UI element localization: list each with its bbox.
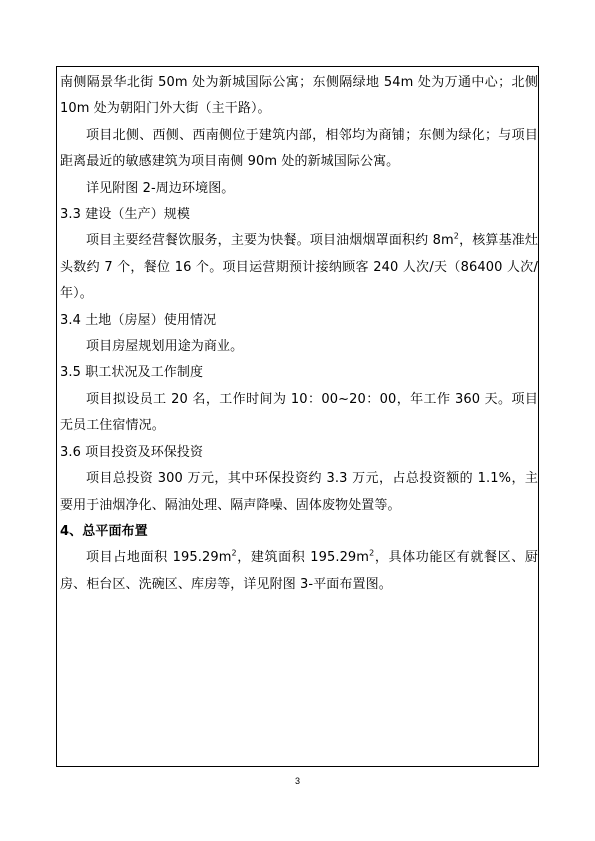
layout-text-c: ，具体功能区有就餐区、厨房、柜台区、洗碗区、库房等，详见附图 3-平面布置图。 — [60, 550, 538, 592]
scale-superscript: 2 — [453, 232, 459, 242]
section-heading-3-6: 3.6 项目投资及环保投资 — [60, 444, 204, 460]
staff-paragraph: 项目拟设员工 20 名，工作时间为 10：00~20：00，年工作 360 天。项目无员工住宿情况。 — [60, 391, 538, 434]
layout-superscript-2: 2 — [369, 548, 375, 558]
adjacency-paragraph: 项目北侧、西侧、西南侧位于建筑内部，相邻均为商铺；东侧为绿化；与项目距离最近的敏感建筑为项目南侧 90m 处的新城国际公寓。 — [60, 127, 538, 170]
section-heading-3-5: 3.5 职工状况及工作制度 — [60, 365, 204, 381]
document-body — [60, 70, 538, 598]
scale-paragraph — [60, 228, 538, 307]
layout-text-a: 项目占地面积 195.29m — [86, 550, 232, 566]
layout-paragraph — [60, 545, 538, 598]
investment-paragraph: 项目总投资 300 万元，其中环保投资约 3.3 万元，占总投资额的 1.1%，主要用于油烟净化、隔油处理、隔声降噪、固体废物处置等。 — [60, 471, 538, 513]
section-heading-3-4: 3.4 土地（房屋）使用情况 — [60, 312, 217, 328]
scale-text-a: 项目主要经营餐饮服务，主要为快餐。项目油烟烟罩面积约 8m — [86, 233, 454, 249]
surroundings-paragraph: 南侧隔景华北街 50m 处为新城国际公寓；东侧隔绿地 54m 处为万通中心；北侧10m 处为朝阳门外大街（主干路）。 — [60, 75, 538, 117]
layout-superscript-1: 2 — [231, 548, 237, 558]
section-heading-3-3: 3.3 建设（生产）规模 — [60, 207, 191, 223]
land-use-paragraph: 项目房屋规划用途为商业。 — [86, 339, 244, 355]
scale-text-b: ，核算基准灶头数约 7 个，餐位 16 个。项目运营期预计接纳顾客 240 人次/天（86400 人次/年）。 — [60, 233, 539, 302]
layout-text-b: ，建筑面积 195.29m — [236, 550, 370, 566]
page-number: 3 — [294, 776, 300, 786]
figure-reference-paragraph: 详见附图 2-周边环境图。 — [86, 180, 235, 196]
section-heading-4: 4、总平面布置 — [60, 523, 148, 539]
